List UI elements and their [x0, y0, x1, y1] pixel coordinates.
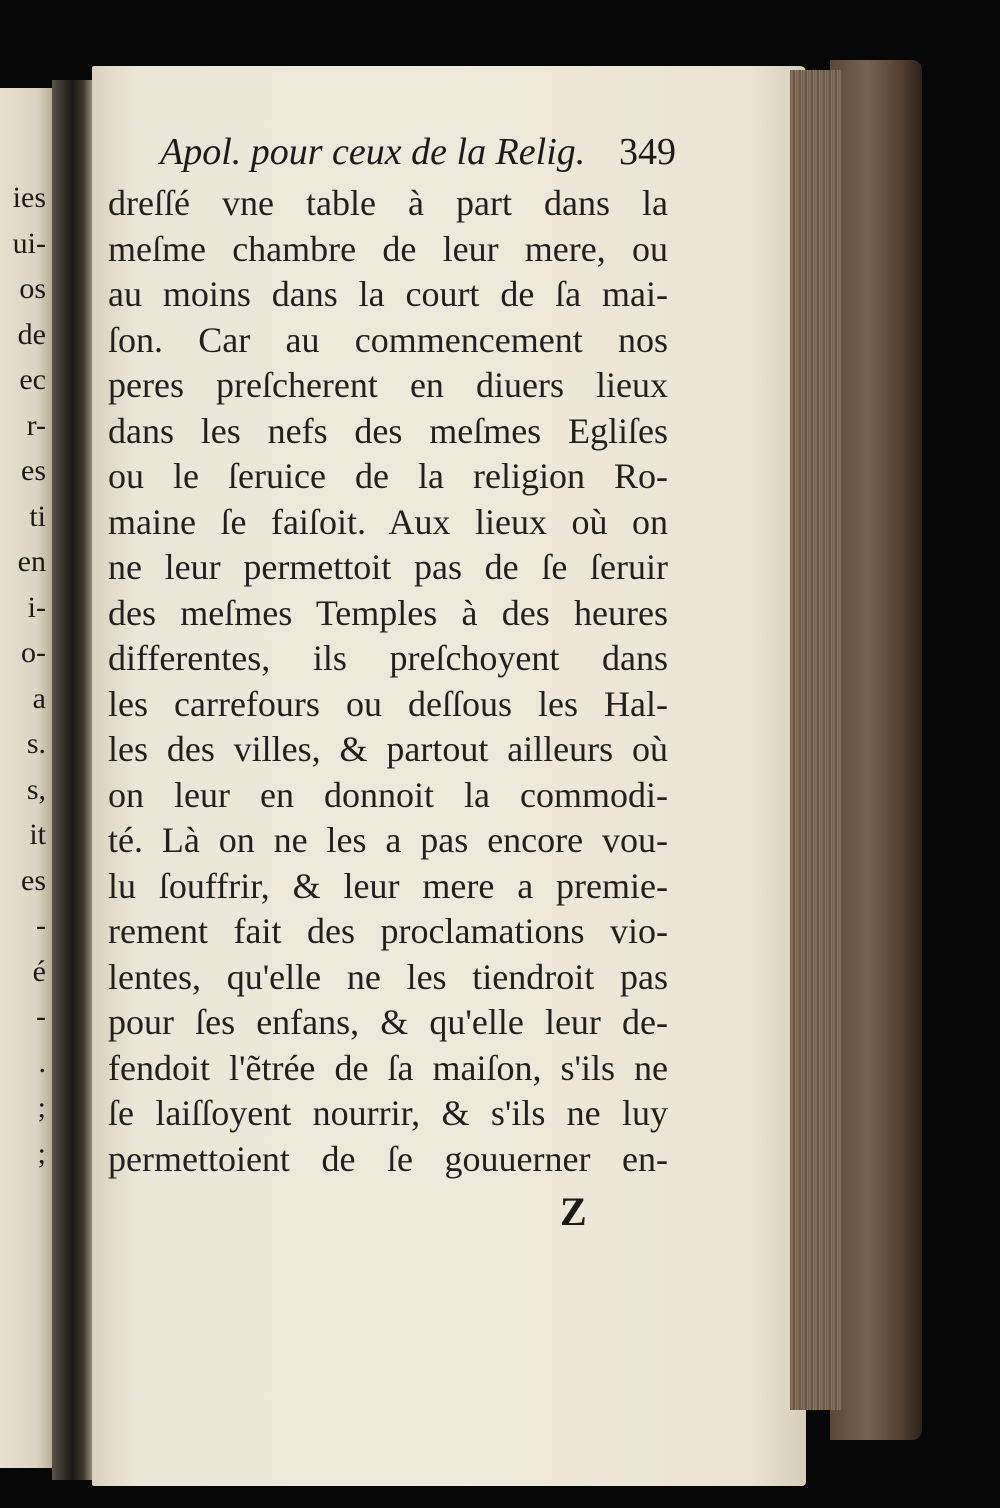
- running-title: Apol. pour ceux de la Relig.: [160, 131, 586, 173]
- left-page-fragment: ec: [19, 363, 46, 396]
- text-line: pour ſes enfans, & qu'elle leur de-: [108, 1002, 668, 1042]
- signature-mark: Z: [560, 1189, 587, 1234]
- text-line: ſe laiſſoyent nourrir, & s'ils ne luy: [108, 1093, 668, 1133]
- left-page-fragment: es: [21, 863, 46, 897]
- page-fore-edge: [790, 70, 842, 1410]
- text-line: ſon. Car au commencement nos: [108, 319, 668, 360]
- left-page-fragment: ti: [29, 499, 46, 533]
- text-line: les carrefours ou deſſous les Hal-: [108, 683, 668, 724]
- left-page-fragment: ui-: [12, 226, 46, 260]
- left-page-fragment: o-: [21, 636, 46, 669]
- left-page-fragment: ies: [12, 181, 46, 214]
- left-page-fragment: ;: [37, 1091, 46, 1124]
- book-gutter: [52, 80, 96, 1480]
- text-line: maine ſe faiſoit. Aux lieux où on: [108, 501, 668, 542]
- left-page-edge: [0, 88, 52, 1468]
- text-line: ne leur permettoit pas de ſe ſeruir: [108, 547, 668, 587]
- left-page-fragment: s.: [26, 727, 46, 760]
- text-line: les des villes, & partout ailleurs où: [108, 729, 668, 769]
- left-page-fragment: .: [38, 1045, 46, 1079]
- left-page-fragment: s,: [26, 772, 46, 806]
- page-number: 349: [619, 131, 676, 173]
- running-header: [110, 130, 676, 186]
- text-line: lentes, qu'elle ne les tiendroit pas: [108, 956, 668, 997]
- text-line: dreſſé vne table à part dans la: [108, 183, 668, 223]
- left-page-fragment: os: [19, 272, 46, 305]
- text-line: ou le ſeruice de la religion Ro-: [108, 456, 668, 496]
- left-page-fragment: de: [17, 317, 46, 351]
- text-line: des meſmes Temples à des heures: [108, 592, 668, 633]
- left-page-fragment: es: [21, 454, 46, 487]
- text-line: au moins dans la court de ſa mai-: [108, 274, 668, 314]
- text-line: lu ſouffrir, & leur mere a premie-: [108, 865, 668, 906]
- text-line: fendoit l'ẽtrée de ſa maiſon, s'ils ne: [108, 1047, 668, 1088]
- text-line: meſme chambre de leur mere, ou: [108, 228, 668, 269]
- text-line: rement fait des proclamations vio-: [108, 911, 668, 951]
- text-line: peres preſcherent en diuers lieux: [108, 365, 668, 405]
- text-line: té. Là on ne les a pas encore vou-: [108, 820, 668, 860]
- left-page-fragment: it: [29, 818, 46, 851]
- text-line: differentes, ils preſchoyent dans: [108, 638, 668, 678]
- left-page-fragment: é: [32, 954, 46, 988]
- text-line: on leur en donnoit la commodi-: [108, 774, 668, 815]
- left-page-fragment: a: [32, 681, 46, 715]
- book-cover-edge: [830, 60, 922, 1440]
- left-page-fragment: -: [36, 909, 46, 942]
- left-page-fragment: r-: [26, 408, 46, 442]
- left-page-fragment: ;: [37, 1136, 46, 1170]
- text-line: permettoient de ſe gouuerner en-: [108, 1138, 668, 1179]
- left-page-fragment: i-: [27, 590, 46, 624]
- left-page-fragment: -: [36, 1000, 46, 1033]
- left-page-fragment: en: [17, 545, 46, 578]
- text-line: dans les nefs des meſmes Egliſes: [108, 410, 668, 451]
